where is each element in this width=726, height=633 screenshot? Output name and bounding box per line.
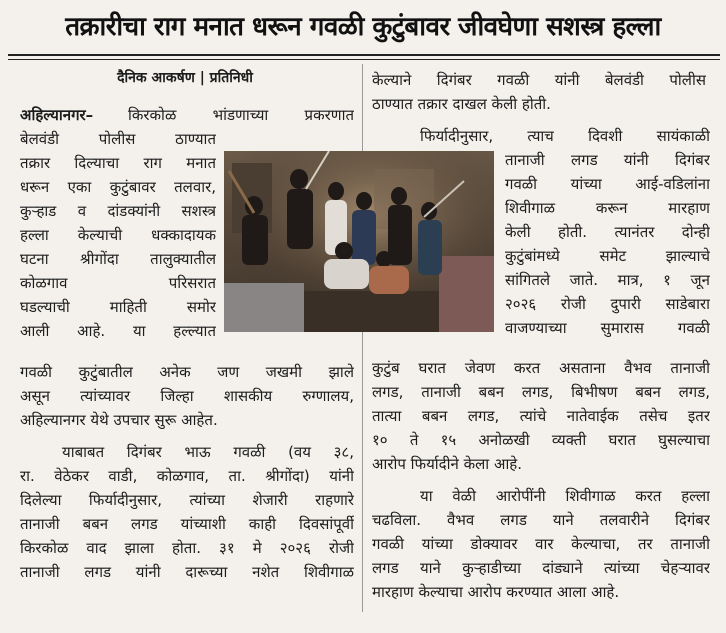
left-line: तक्रार दिल्याचा राग मनात xyxy=(20,154,216,172)
news-photo xyxy=(224,151,494,332)
right-line: लगड याने कुऱ्हाडीच्या दांड्याने त्यांच्या चेहऱ्यावर xyxy=(372,559,710,577)
right-line: १० ते १५ अनोळखी व्यक्ती घरात घुसल्याचा xyxy=(372,431,710,449)
right-line: गवळी यांच्या आई-वडिलांना xyxy=(505,175,710,193)
left-line: घडल्याची माहिती समोर xyxy=(20,298,216,316)
left-line: धरून एका कुटुंबावर तलवार, xyxy=(20,178,216,196)
right-line: आरोप फिर्यादीने केला आहे. xyxy=(372,455,523,473)
headline: तक्रारीचा राग मनात धरून गवळी कुटुंबावर जीवघेणा सशस्त्र हल्ला xyxy=(65,12,661,42)
right-line: गवळी यांच्या डोक्यावर वार केल्याचा, तर तानाजी xyxy=(372,535,710,553)
left-line: रा. वेठेकर वाडी, कोळगाव, ता. श्रीगोंदा) यांनी xyxy=(20,467,354,485)
left-line: हल्ला केल्याची धक्कादायक xyxy=(20,226,216,244)
right-line: सांगितले जाते. मात्र, १ जून xyxy=(505,271,710,289)
left-line: असून त्यांच्यावर जिल्हा शासकीय रुग्णालय, xyxy=(20,387,354,405)
dateline: अहिल्यानगर– xyxy=(20,106,94,124)
left-line: आली आहे. या हल्ल्यात xyxy=(20,322,216,340)
headline-rule-bottom xyxy=(8,59,720,60)
headline-rule-top xyxy=(8,54,720,56)
right-line: या वेळी आरोपींनी शिवीगाळ करत हल्ला xyxy=(420,487,710,505)
left-line: तानाजी लगड यांनी दारूच्या नशेत शिवीगाळ xyxy=(20,563,354,581)
left-line: दिलेल्या फिर्यादीनुसार, त्यांच्या शेजारी राहणारे xyxy=(20,491,354,509)
right-line: कुटुंबांमध्ये समेट झाल्याचे xyxy=(505,247,710,265)
left-line: कुऱ्हाड व दांडक्यांनी सशस्त्र xyxy=(20,202,216,220)
right-line: मारहाण केल्याचा आरोप करण्यात आला आहे. xyxy=(372,583,620,601)
left-line: गवळी कुटुंबातील अनेक जण जखमी झाले xyxy=(20,363,354,381)
right-line: फिर्यादीनुसार, त्याच दिवशी सायंकाळी xyxy=(420,127,710,145)
right-line: लगड, तानाजी बबन लगड, बिभीषण बबन लगड, xyxy=(372,383,710,401)
left-line: कोळगाव परिसरात xyxy=(20,274,216,292)
right-line: तानाजी लगड यांनी दिगंबर xyxy=(505,151,710,169)
right-line: शिवीगाळ करून मारहाण xyxy=(505,199,710,217)
left-line: बेलवंडी पोलीस ठाण्यात xyxy=(20,130,216,148)
left-line: घटना श्रीगोंदा तालुक्यातील xyxy=(20,250,216,268)
right-line: केली होती. त्यानंतर दोन्ही xyxy=(505,223,710,241)
left-line: अहिल्यानगर येथे उपचार सुरू आहेत. xyxy=(20,411,218,429)
right-line: चढविला. वैभव लगड याने तलवारीने दिगंबर xyxy=(372,511,710,529)
right-line: तात्या बबन लगड, त्यांचे नातेवाईक तसेच इतर xyxy=(372,407,710,425)
left-line: किरकोळ वाद झाला होता. ३१ मे २०२६ रोजी xyxy=(20,539,354,557)
column-divider xyxy=(362,64,363,612)
byline: दैनिक आकर्षण | प्रतिनिधी xyxy=(117,70,253,86)
right-line: वाजण्याच्या सुमारास गवळी xyxy=(505,319,710,337)
right-line: केल्याने दिगंबर गवळी यांनी बेलवंडी पोलीस xyxy=(372,71,706,89)
right-line: ठाण्यात तक्रार दाखल केली होती. xyxy=(372,95,551,113)
left-line: किरकोळ भांडणाच्या प्रकरणात xyxy=(128,106,354,124)
right-line: कुटुंब घरात जेवण करत असताना वैभव तानाजी xyxy=(372,359,710,377)
right-line: २०२६ रोजी दुपारी साडेबारा xyxy=(505,295,710,313)
left-line: तानाजी बबन लगड यांच्याशी काही दिवसांपूर्वी xyxy=(20,515,354,533)
left-line: याबाबत दिगंबर भाऊ गवळी (वय ३८, xyxy=(62,443,354,461)
